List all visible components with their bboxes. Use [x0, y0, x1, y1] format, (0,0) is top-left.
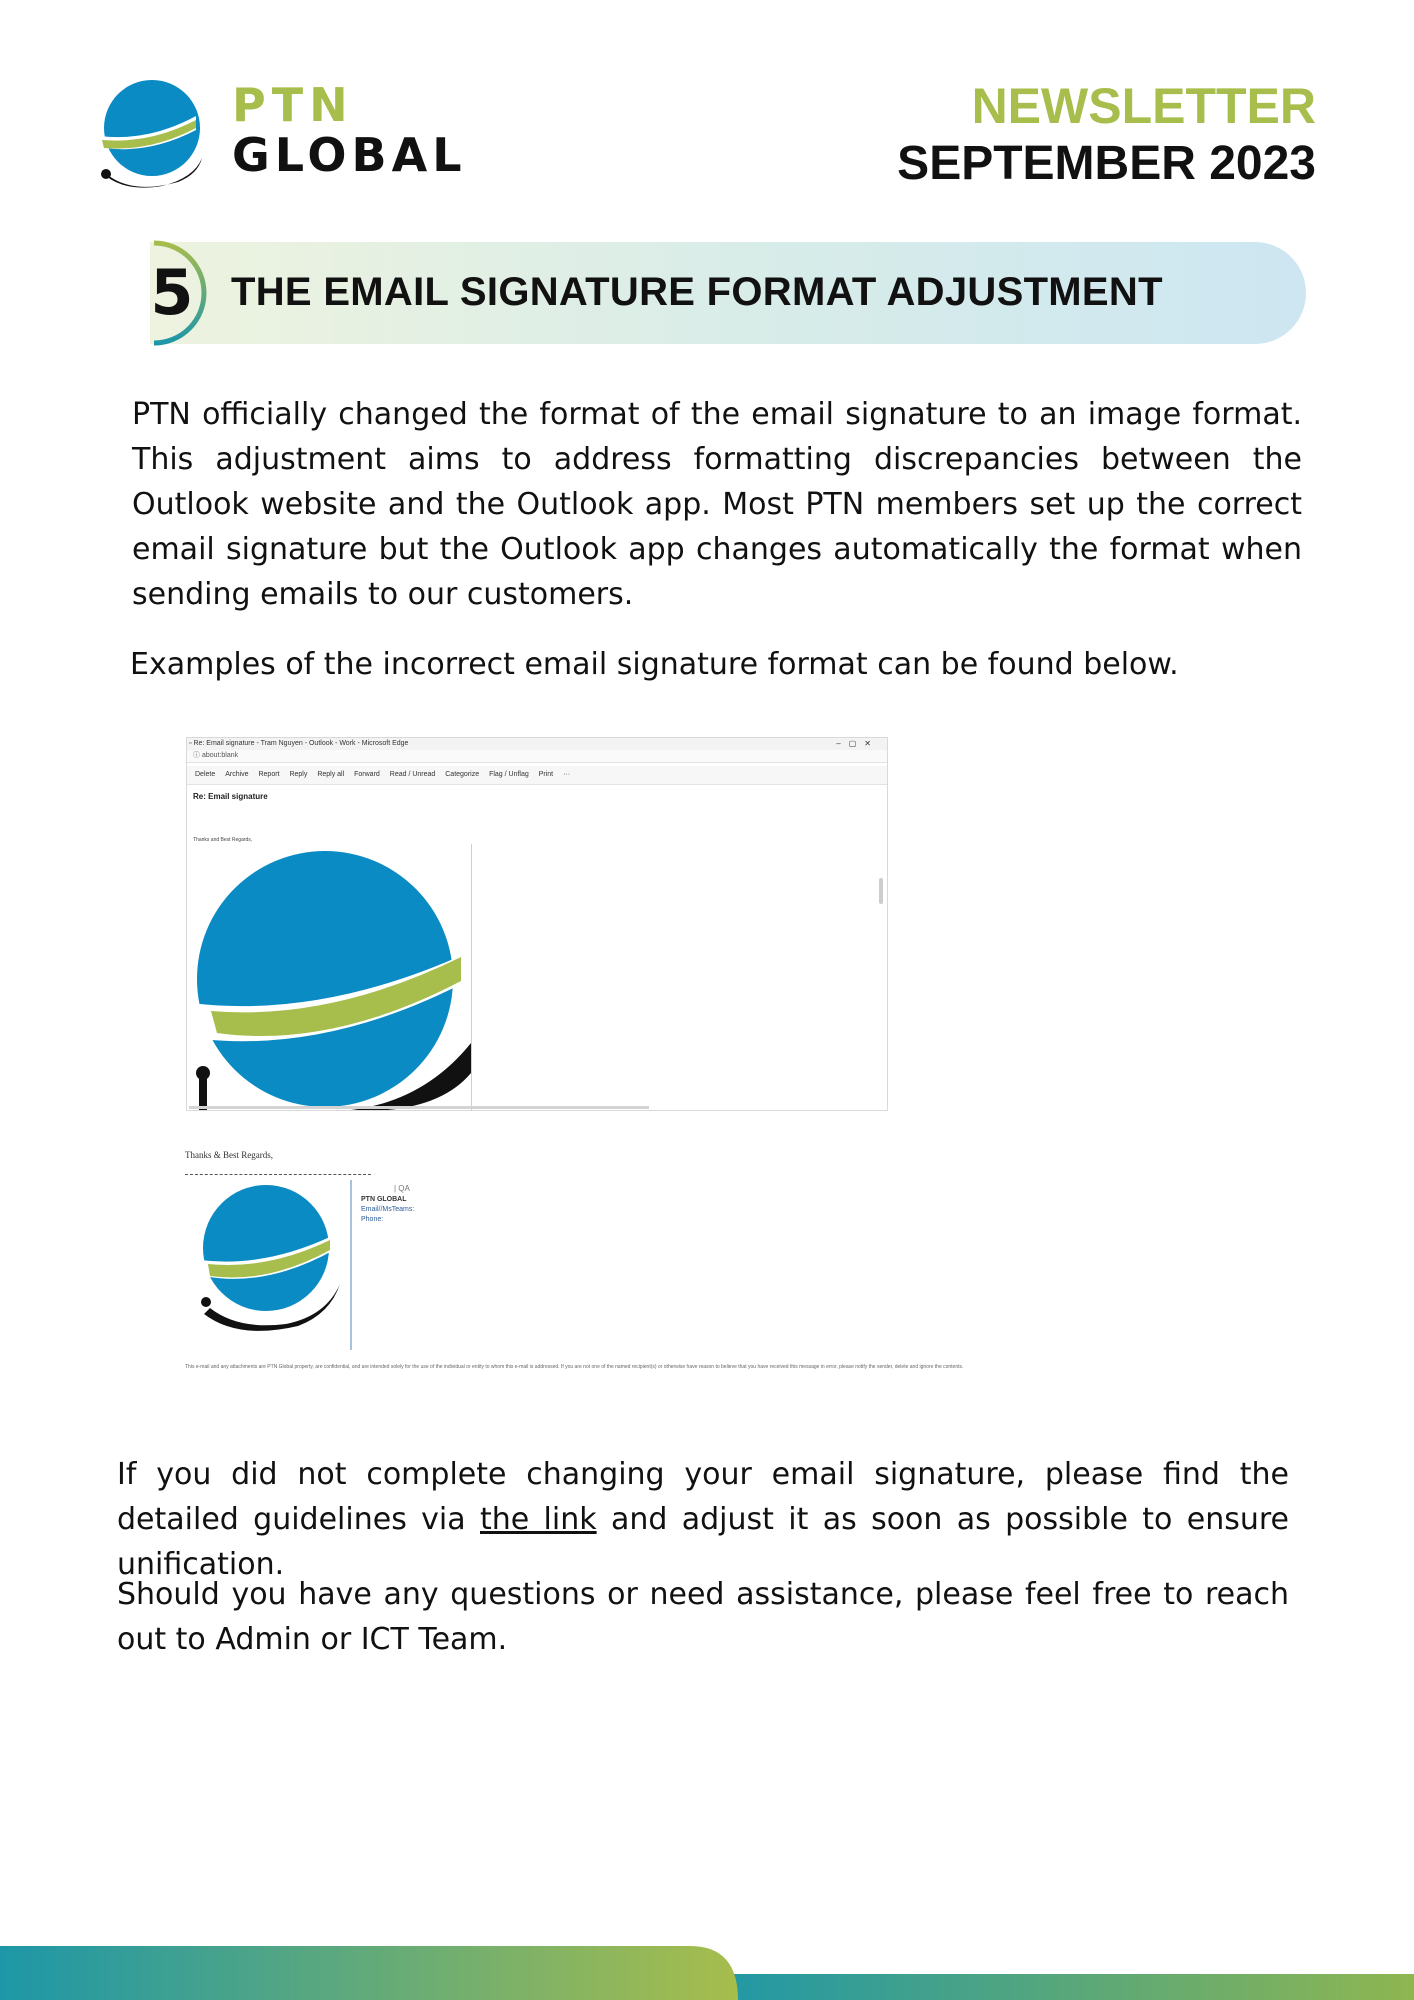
toolbar-read-unread: Read / Unread	[389, 771, 436, 778]
toolbar-more: ···	[563, 771, 571, 778]
signature-email-label: Email//MsTeams:	[361, 1206, 415, 1213]
footer-wave-decoration	[0, 1946, 1414, 2000]
received-signature-logo-icon	[198, 1184, 340, 1336]
section-title: THE EMAIL SIGNATURE FORMAT ADJUSTMENT	[231, 270, 1163, 314]
horizontal-scrollbar	[189, 1106, 649, 1109]
ptn-logo-icon	[98, 78, 208, 196]
email-disclaimer: This e-mail and any attachments are PTN Global property, are confidential, and are intended solely for the use of the individual or entity to whom this e-mail is addressed. If you are not one of the named recipient(s) or otherwise have reason to believe that you have received this message in error, please notify the sender, delete and ignore the contents.	[185, 1364, 964, 1370]
signature-phone-label: Phone:	[361, 1216, 384, 1223]
guidelines-paragraph	[117, 1452, 1289, 1587]
browser-address-bar	[187, 750, 887, 763]
signature-company: PTN GLOBAL	[361, 1196, 407, 1203]
contact-paragraph: Should you have any questions or need assistance, please feel free to reach out to Admin or ICT Team.	[117, 1577, 1289, 1657]
email-regards: Thanks and Best Regards,	[193, 837, 253, 843]
toolbar-print: Print	[538, 771, 554, 778]
signature-title-fragment: | QA	[394, 1184, 410, 1193]
guidelines-text-before: If you did not complete changing your email signature, please find the detailed guidelines via	[117, 1457, 1289, 1537]
window-controls-icon: –▢✕	[836, 739, 879, 748]
ptn-logo-wordmark	[232, 78, 467, 182]
intro-paragraph: PTN officially changed the format of the email signature to an image format. This adjustment aims to address formatting discrepancies between the Outlook website and the Outlook app. Most PTN members set up the correct email signature but the Outlook app changes automatically the format when sending emails to our customers.	[132, 397, 1302, 612]
toolbar-report: Report	[258, 771, 280, 778]
guidelines-text-after: and adjust it as soon as possible to ensure unification.	[117, 1502, 1289, 1582]
guidelines-link[interactable]: the link	[479, 1502, 597, 1537]
logo-line-ptn: PTN	[232, 78, 354, 132]
toolbar-delete: Delete	[195, 771, 216, 778]
oversized-logo-icon	[191, 843, 471, 1111]
page-icon: ▫	[189, 740, 192, 747]
section-number: 5	[150, 256, 194, 329]
info-icon: ⓘ	[193, 752, 200, 759]
newsletter-date: SEPTEMBER 2023	[897, 136, 1316, 190]
newsletter-heading	[897, 78, 1316, 191]
newsletter-label: NEWSLETTER	[971, 78, 1316, 134]
signature-divider	[471, 844, 472, 1110]
toolbar-forward: Forward	[354, 771, 380, 778]
toolbar-categorize: Categorize	[445, 771, 480, 778]
toolbar-reply: Reply	[289, 771, 308, 778]
address-text: about:blank	[201, 752, 239, 759]
toolbar-flag: Flag / Unflag	[489, 771, 529, 778]
toolbar-reply-all: Reply all	[317, 771, 345, 778]
vertical-scrollbar	[879, 878, 883, 904]
toolbar-archive: Archive	[225, 771, 249, 778]
signature-dashed-rule	[185, 1174, 371, 1175]
logo-line-global: GLOBAL	[232, 128, 467, 182]
examples-paragraph: Examples of the incorrect email signature format can be found below.	[130, 647, 1179, 682]
outlook-screenshot-example-1	[186, 737, 888, 1111]
window-title: Re: Email signature - Tram Nguyen - Outlook - Work - Microsoft Edge	[193, 740, 409, 747]
received-signature-divider	[350, 1180, 352, 1350]
outlook-toolbar	[187, 766, 887, 785]
received-email-regards: Thanks & Best Regards,	[185, 1150, 273, 1160]
browser-titlebar	[187, 738, 887, 750]
email-subject: Re: Email signature	[193, 792, 268, 801]
